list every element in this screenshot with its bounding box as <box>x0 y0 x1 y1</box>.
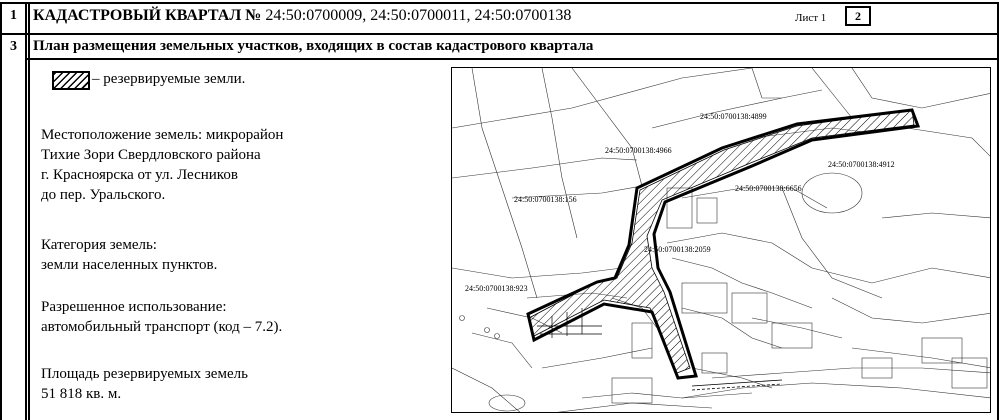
parcel-label: 24:50:0700138:2059 <box>644 245 711 254</box>
reserved-area <box>41 364 248 404</box>
category-line: земли населенных пунктов. <box>41 257 218 273</box>
top-border <box>0 2 999 4</box>
row-divider <box>0 33 999 35</box>
usage-line: Разрешенное использование: <box>41 299 227 315</box>
number-column-divider <box>25 2 27 420</box>
area-line: 51 818 кв. м. <box>41 386 122 402</box>
location-line: до пер. Уральского. <box>41 187 166 203</box>
parcel-label: 24:50:0700138:4912 <box>828 160 895 169</box>
site-plan-map <box>451 67 991 413</box>
parcel-label: 24:50:0700138:4966 <box>605 146 672 155</box>
page-title <box>33 7 571 25</box>
parcel-label: 24:50:0700138:923 <box>465 284 528 293</box>
legend-text: – резервируемые земли. <box>92 71 246 87</box>
cadastral-numbers: 24:50:0700009, 24:50:0700011, 24:50:0700138 <box>265 7 572 24</box>
sheet-number: 2 <box>845 6 871 26</box>
hatch-legend-swatch <box>52 71 90 90</box>
category-line: Категория земель: <box>41 237 157 253</box>
section-title-divider <box>27 58 999 60</box>
title-prefix: КАДАСТРОВЫЙ КВАРТАЛ № <box>33 7 262 24</box>
usage-line: автомобильный транспорт (код – 7.2). <box>41 319 283 335</box>
map-drawing <box>452 68 991 413</box>
location-description <box>41 125 283 205</box>
sheet-label: Лист 1 <box>795 12 827 24</box>
railway-line <box>692 380 782 390</box>
row-number-1: 1 <box>10 8 17 23</box>
section-title: План размещения земельных участков, входящих в состав кадастрового квартала <box>33 38 594 54</box>
location-line: г. Красноярска от ул. Лесников <box>41 167 238 183</box>
area-line: Площадь резервируемых земель <box>41 366 248 382</box>
inner-left-border <box>28 2 30 420</box>
row-number-3: 3 <box>10 39 17 54</box>
land-category <box>41 235 217 275</box>
parcel-label: 24:50:0700138:6656 <box>735 184 802 193</box>
parcel-label: 24:50:0700138:4899 <box>700 112 767 121</box>
location-line: Тихие Зори Свердловского района <box>41 147 261 163</box>
location-line: Местоположение земель: микрорайон <box>41 127 284 143</box>
permitted-use <box>41 297 282 337</box>
parcel-label: 24:50:0700138:156 <box>514 195 577 204</box>
left-border <box>0 2 2 420</box>
